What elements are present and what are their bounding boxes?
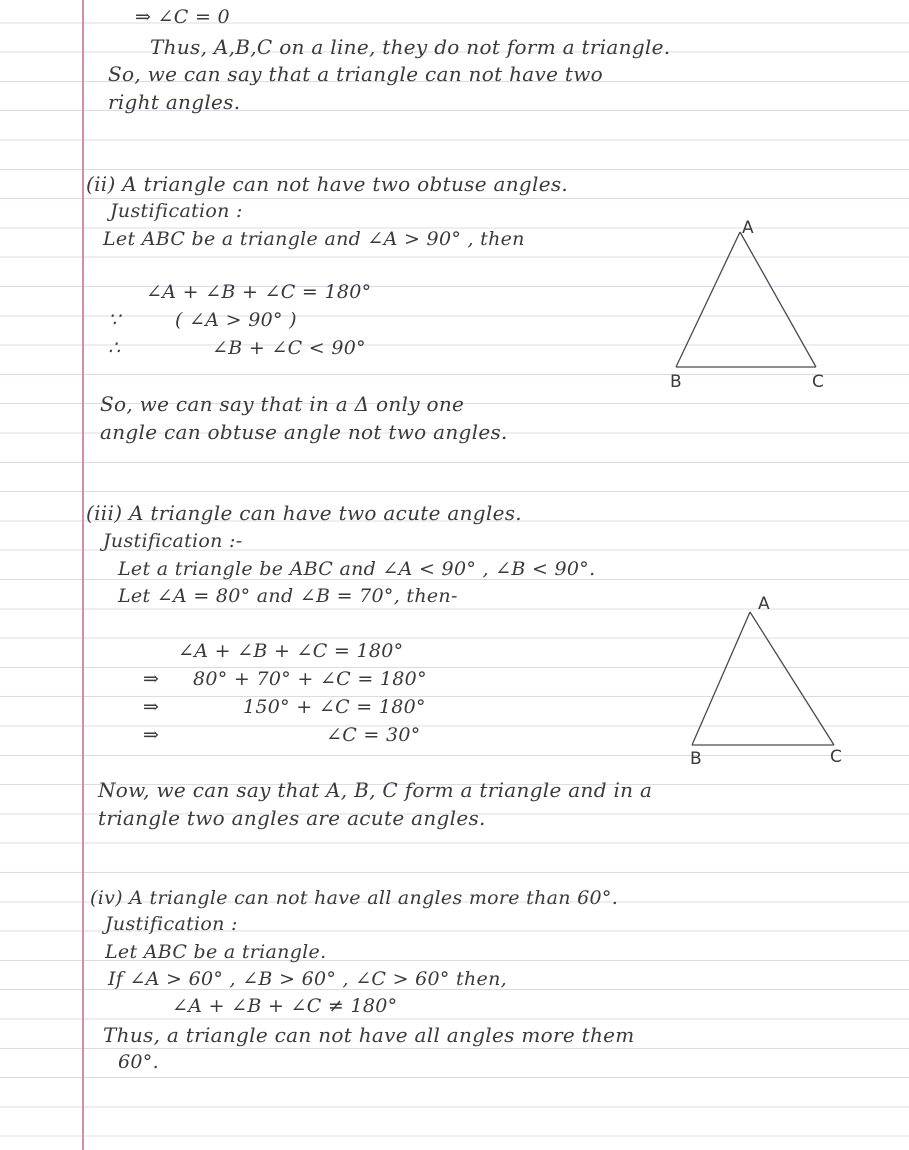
- part-iv-justification: Justification :: [105, 913, 238, 935]
- part-iii-heading: (iii) A triangle can have two acute angles.: [86, 501, 522, 525]
- vertex-c-label: C: [830, 747, 842, 767]
- because-symbol: ∵: [108, 309, 121, 331]
- collinear-statement: Thus, A,B,C on a line, they do not form a triangle.: [150, 35, 671, 59]
- conclusion-line-1: So, we can say that a triangle can not have two: [108, 62, 603, 86]
- part-iii-justification: Justification :-: [103, 530, 243, 552]
- implies-symbol: ⇒: [143, 668, 160, 690]
- part-iii-equation-1: ∠A + ∠B + ∠C = 180°: [178, 640, 404, 662]
- part-iv-condition: If ∠A > 60° , ∠B > 60° , ∠C > 60° then,: [108, 968, 507, 990]
- part-ii-heading: (ii) A triangle can not have two obtuse angles.: [86, 172, 569, 196]
- part-iv-conclusion-2: 60°.: [118, 1051, 159, 1073]
- part-iv-equation: ∠A + ∠B + ∠C ≠ 180°: [172, 995, 398, 1017]
- implies-symbol: ⇒: [143, 696, 160, 718]
- part-ii-conclusion-1: So, we can say that in a Δ only one: [100, 392, 465, 416]
- vertex-b-label: B: [690, 749, 702, 769]
- part-iii-conclusion-2: triangle two angles are acute angles.: [98, 806, 486, 830]
- part-ii-justification: Justification :: [110, 200, 243, 222]
- part-ii-equation-2: ( ∠A > 90° ): [175, 309, 297, 331]
- vertex-a-label: A: [742, 218, 754, 238]
- part-ii-intro: Let ABC be a triangle and ∠A > 90° , then: [103, 228, 525, 250]
- part-ii-equation-3: ∠B + ∠C < 90°: [212, 337, 366, 359]
- part-ii-equation-1: ∠A + ∠B + ∠C = 180°: [146, 281, 372, 303]
- part-iii-intro-2: Let ∠A = 80° and ∠B = 70°, then-: [118, 585, 458, 607]
- implies-line: ⇒ ∠C = 0: [135, 6, 230, 28]
- part-iv-intro: Let ABC be a triangle.: [105, 941, 327, 963]
- triangle-abc-acute-diagram: [680, 600, 850, 760]
- implies-symbol: ⇒: [143, 724, 160, 746]
- part-iii-equation-3: 150° + ∠C = 180°: [243, 696, 426, 718]
- vertex-a-label: A: [758, 594, 770, 614]
- conclusion-line-2: right angles.: [108, 90, 241, 114]
- part-iii-conclusion-1: Now, we can say that A, B, C form a triangle and in a: [98, 778, 653, 802]
- part-iv-conclusion-1: Thus, a triangle can not have all angles more them: [103, 1023, 635, 1047]
- vertex-c-label: C: [812, 372, 824, 392]
- part-iii-equation-2: 80° + 70° + ∠C = 180°: [193, 668, 427, 690]
- part-ii-conclusion-2: angle can obtuse angle not two angles.: [100, 420, 508, 444]
- vertex-b-label: B: [670, 372, 682, 392]
- page-margin-line: [82, 0, 84, 1150]
- part-iii-intro-1: Let a triangle be ABC and ∠A < 90° , ∠B < 90°.: [118, 558, 596, 580]
- part-iii-equation-4: ∠C = 30°: [326, 724, 421, 746]
- part-iv-heading: (iv) A triangle can not have all angles more than 60°.: [90, 887, 619, 909]
- therefore-symbol: ∴: [108, 337, 121, 359]
